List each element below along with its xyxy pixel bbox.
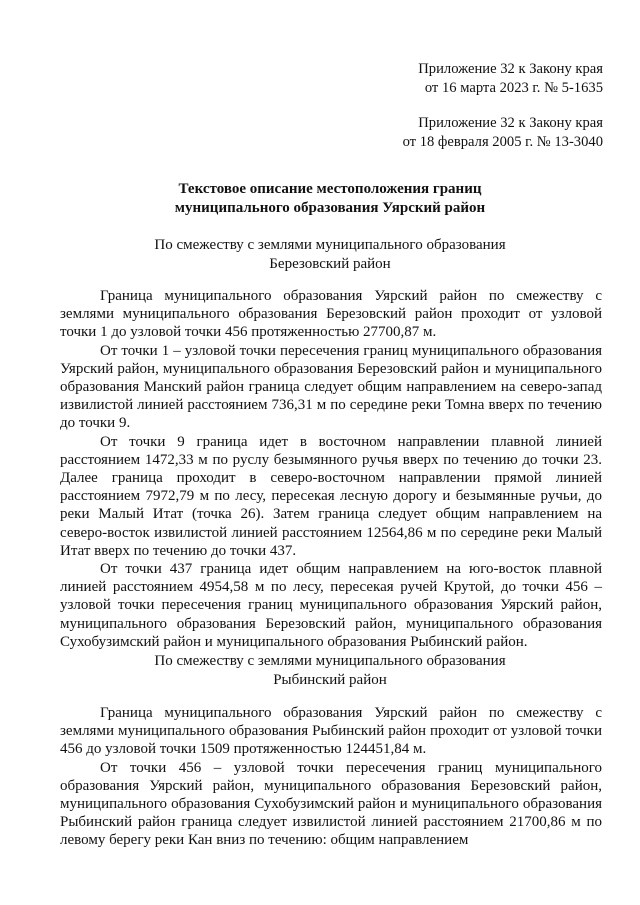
document-title (60, 180, 600, 218)
appendix-current-line1: Приложение 32 к Закону края (418, 61, 603, 77)
paragraph: Граница муниципального образования Уярский район по смежеству с землями муниципального образования Березовский район проходит от узловой точки 1 до узловой точки 456 протяженностью 27700,87 м. (60, 288, 602, 341)
appendix-current-line2: от 16 марта 2023 г. № 5-1635 (424, 80, 603, 96)
paragraph: От точки 437 граница идет общим направлением на юго-восток плавной линией расстоянием 4954,58 м по лесу, пересекая ручей Крутой, до точки 456 – узловой точки пересечения границ муниципального образования Уярский район, муниципального образования Березовский район, муниципального образования Сухобузимский район и муниципального образования Рыбинский район. (60, 561, 602, 650)
document-title-line2: муниципального образования Уярский район (174, 200, 486, 216)
appendix-original-note (403, 114, 603, 152)
section-heading-rybinsky (60, 652, 600, 690)
section-body-rybinsky (60, 704, 602, 850)
appendix-current-note (418, 60, 603, 98)
section-heading-line2: Березовский район (269, 256, 391, 272)
paragraph: От точки 1 – узловой точки пересечения границ муниципального образования Уярский район, муниципального образования Березовский район и муниципального образования Манский район граница следует общим направлением на северо-запад извилистой линией расстоянием 736,31 м по середине реки Томна вверх по течению до точки 9. (60, 342, 602, 432)
paragraph: От точки 9 граница идет в восточном направлении плавной линией расстоянием 1472,33 м по руслу безымянного ручья вверх по течению до точки 23. Далее граница проходит в северо-восточном направлении прямой линией расстоянием 7972,79 м по лесу, пересекая лесную дорогу и безымянные ручьи, до реки Малый Итат (точка 26). Затем граница следует общим направлением на северо-восток извилистой линией расстоянием 12564,86 м по середине реки Малый Итат вверх по течению до точки 437. (60, 433, 602, 559)
section-heading-line1: По смежеству с землями муниципального образования (154, 237, 506, 253)
document-title-line1: Текстовое описание местоположения границ (178, 181, 482, 197)
appendix-original-line2: от 18 февраля 2005 г. № 13-3040 (402, 134, 603, 150)
section-heading-line2: Рыбинский район (273, 672, 387, 688)
section-heading-berezovsky (60, 236, 600, 274)
section-body-berezovsky (60, 287, 602, 651)
section-heading-line1: По смежеству с землями муниципального образования (154, 653, 506, 669)
paragraph: От точки 456 – узловой точки пересечения границ муниципального образования Уярский район, муниципального образования Березовский район, муниципального образования Сухобузимский район и муниципального образования Рыбинский район граница следует извилистой линией расстоянием 21700,86 м по левому берегу реки Кан вниз по течению: общим направлением (60, 759, 602, 849)
appendix-original-line1: Приложение 32 к Закону края (418, 115, 603, 131)
paragraph: Граница муниципального образования Уярский район по смежеству с землями муниципального образования Рыбинский район проходит от узловой точки 456 до узловой точки 1509 протяженностью 124451,84 м. (60, 705, 602, 758)
